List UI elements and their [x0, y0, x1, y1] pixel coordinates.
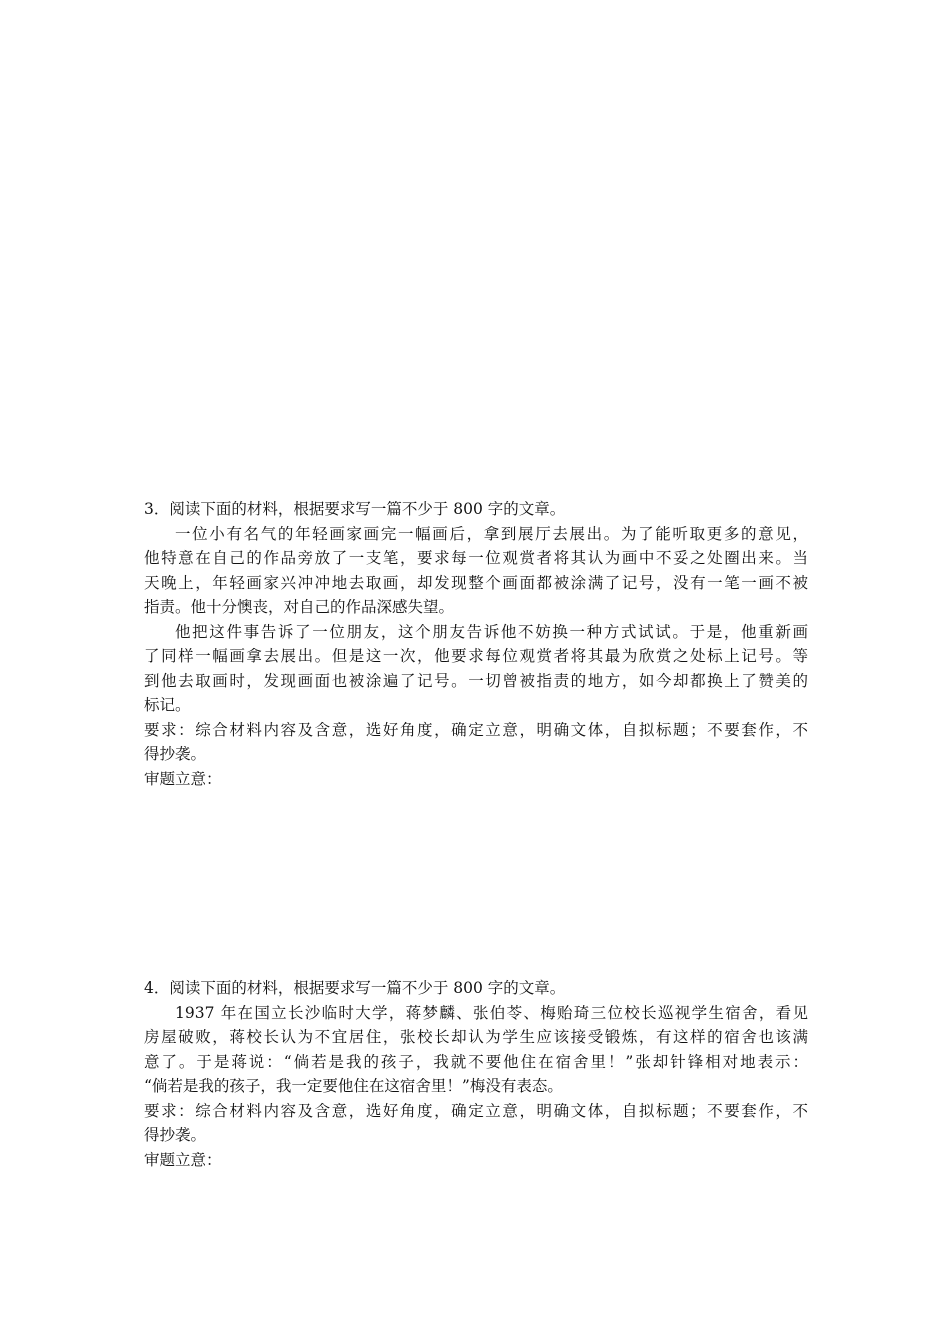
text-line: 指责。他十分懊丧，对自己的作品深感失望。	[144, 598, 455, 616]
question-3-requirement	[144, 718, 808, 767]
text-line: 意了。于是蒋说：“倘若是我的孩子，我就不要他住在宿舍里！”张却针锋相对地表示：	[144, 1052, 808, 1071]
text-line: 得抄袭。	[144, 1126, 207, 1144]
text-line: 要求：综合材料内容及含意，选好角度，确定立意，明确文体，自拟标题；不要套作，不	[144, 1101, 808, 1120]
text-line: 得抄袭。	[144, 745, 207, 763]
text-line: 他把这件事告诉了一位朋友，这个朋友告诉他不妨换一种方式试试。于是，他重新画	[175, 622, 808, 641]
question-4-analysis-prompt: 审题立意：	[144, 1150, 222, 1169]
question-4-material-paragraph-1	[144, 1001, 808, 1099]
question-3	[144, 497, 808, 791]
text-line: 到他去取画时，发现画面也被涂遍了记号。一切曾被指责的地方，如今却都换上了赞美的	[144, 671, 808, 690]
question-3-material-paragraph-2	[144, 620, 808, 718]
question-3-title: 3．阅读下面的材料，根据要求写一篇不少于 800 字的文章。	[144, 500, 566, 518]
question-3-analysis-prompt: 审题立意：	[144, 769, 222, 788]
question-4-requirement	[144, 1099, 808, 1148]
text-line: “倘若是我的孩子，我一定要他住在这宿舍里！”梅没有表态。	[144, 1077, 563, 1095]
text-line: 一位小有名气的年轻画家画完一幅画后，拿到展厅去展出。为了能听取更多的意见，	[175, 524, 808, 543]
text-line: 他特意在自己的作品旁放了一支笔，要求每一位观赏者将其认为画中不妥之处圈出来。当	[144, 549, 808, 567]
text-line: 天晚上，年轻画家兴冲冲地去取画，却发现整个画面都被涂满了记号，没有一笔一画不被	[144, 573, 808, 592]
question-4	[144, 976, 808, 1172]
text-line: 了同样一幅画拿去展出。但是这一次，他要求每位观赏者将其最为欣赏之处标上记号。等	[144, 647, 808, 665]
question-3-material-paragraph-1	[144, 522, 808, 620]
text-line: 要求：综合材料内容及含意，选好角度，确定立意，明确文体，自拟标题；不要套作，不	[144, 720, 808, 739]
text-line: 1937 年在国立长沙临时大学，蒋梦麟、张伯苓、梅贻琦三位校长巡视学生宿舍，看见	[175, 1003, 808, 1022]
question-4-title: 4．阅读下面的材料，根据要求写一篇不少于 800 字的文章。	[144, 979, 566, 997]
text-line: 标记。	[144, 696, 191, 714]
text-line: 房屋破败，蒋校长认为不宜居住，张校长却认为学生应该接受锻炼，有这样的宿舍也该满	[144, 1028, 808, 1046]
